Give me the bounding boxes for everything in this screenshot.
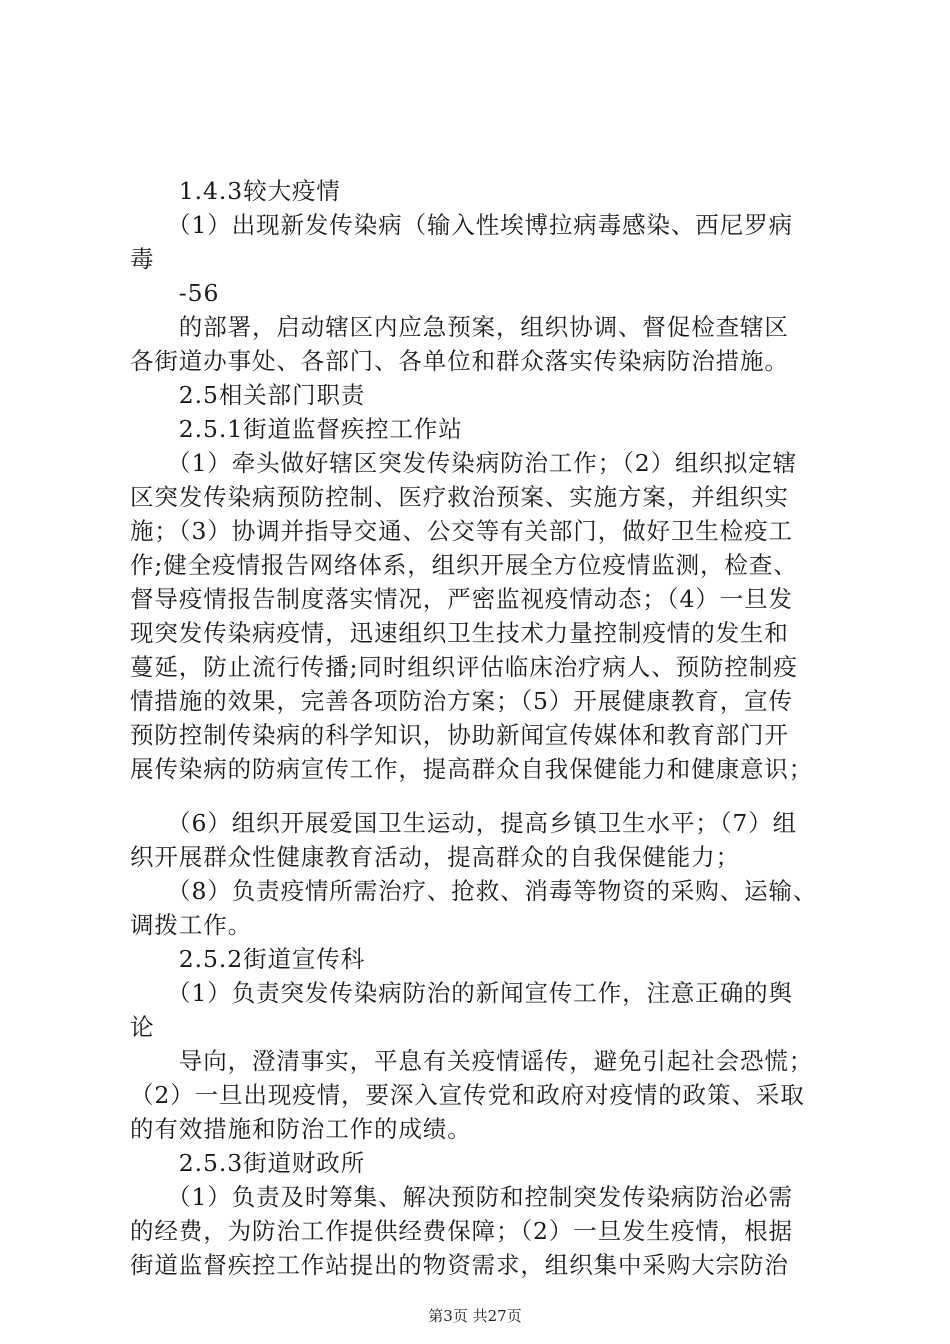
paragraph-line: （1）出现新发传染病（输入性埃博拉病毒感染、西尼罗病 (130, 211, 793, 239)
paragraph-line: （1）负责突发传染病防治的新闻宣传工作，注意正确的舆 (130, 979, 793, 1007)
paragraph-line: -56 (130, 279, 220, 307)
paragraph-line: 区突发传染病预防控制、医疗救治预案、实施方案，并组织实 (130, 483, 789, 511)
paragraph-line: 的部署，启动辖区内应急预案，组织协调、督促检查辖区 (130, 313, 789, 341)
paragraph-line: 预防控制传染病的科学知识，协助新闻宣传媒体和教育部门开 (130, 721, 789, 749)
paragraph-line: 调拨工作。 (130, 911, 252, 939)
paragraph-line: （1）牵头做好辖区突发传染病防治工作；（2）组织拟定辖 (130, 449, 798, 477)
paragraph-line: （1）负责及时筹集、解决预防和控制突发传染病防治必需 (130, 1183, 793, 1211)
paragraph-line: 街道监督疾控工作站提出的物资需求，组织集中采购大宗防治 (130, 1251, 789, 1279)
section-heading: 1.4.3较大疫情 (130, 177, 341, 205)
paragraph-line: 现突发传染病疫情，迅速组织卫生技术力量控制疫情的发生和 (130, 619, 789, 647)
section-heading: 2.5.3街道财政所 (130, 1149, 366, 1177)
section-heading: 2.5.2街道宣传科 (130, 945, 366, 973)
paragraph-line: 情措施的效果，完善各项防治方案；（5）开展健康教育，宣传 (130, 687, 793, 715)
paragraph-line: 督导疫情报告制度落实情况，严密监视疫情动态；（4）一旦发 (130, 585, 793, 613)
paragraph-line: 织开展群众性健康教育活动，提高群众的自我保健能力； (130, 843, 740, 871)
paragraph-line: 导向，澄清事实，平息有关疫情谣传，避免引起社会恐慌； (130, 1047, 814, 1075)
paragraph-line: 展传染病的防病宣传工作，提高群众自我保健能力和健康意识； (130, 755, 814, 783)
paragraph-line: 毒 (130, 245, 155, 273)
paragraph-line: 的有效措施和防治工作的成绩。 (130, 1115, 472, 1143)
paragraph-line: 各街道办事处、各部门、各单位和群众落实传染病防治措施。 (130, 347, 789, 375)
paragraph-line: 作;健全疫情报告网络体系，组织开展全方位疫情监测，检查、 (130, 551, 798, 579)
paragraph-line: （8）负责疫情所需治疗、抢救、消毒等物资的采购、运输、 (130, 877, 818, 905)
section-heading: 2.5.1街道监督疾控工作站 (130, 415, 463, 443)
paragraph-line: 施；（3）协调并指导交通、公交等有关部门，做好卫生检疫工 (130, 517, 793, 545)
paragraph-line: 的经费，为防治工作提供经费保障；（2）一旦发生疫情，根据 (130, 1217, 793, 1245)
paragraph-line: （6）组织开展爱国卫生运动，提高乡镇卫生水平；（7）组 (130, 809, 798, 837)
paragraph-line: 蔓延，防止流行传播;同时组织评估临床治疗病人、预防控制疫 (130, 653, 798, 681)
section-heading: 2.5相关部门职责 (130, 381, 366, 409)
paragraph-line: （2）一旦出现疫情，要深入宣传党和政府对疫情的政策、采取 (130, 1081, 805, 1109)
page-number-footer: 第3页 共27页 (428, 1307, 522, 1325)
paragraph-line: 论 (130, 1013, 155, 1041)
